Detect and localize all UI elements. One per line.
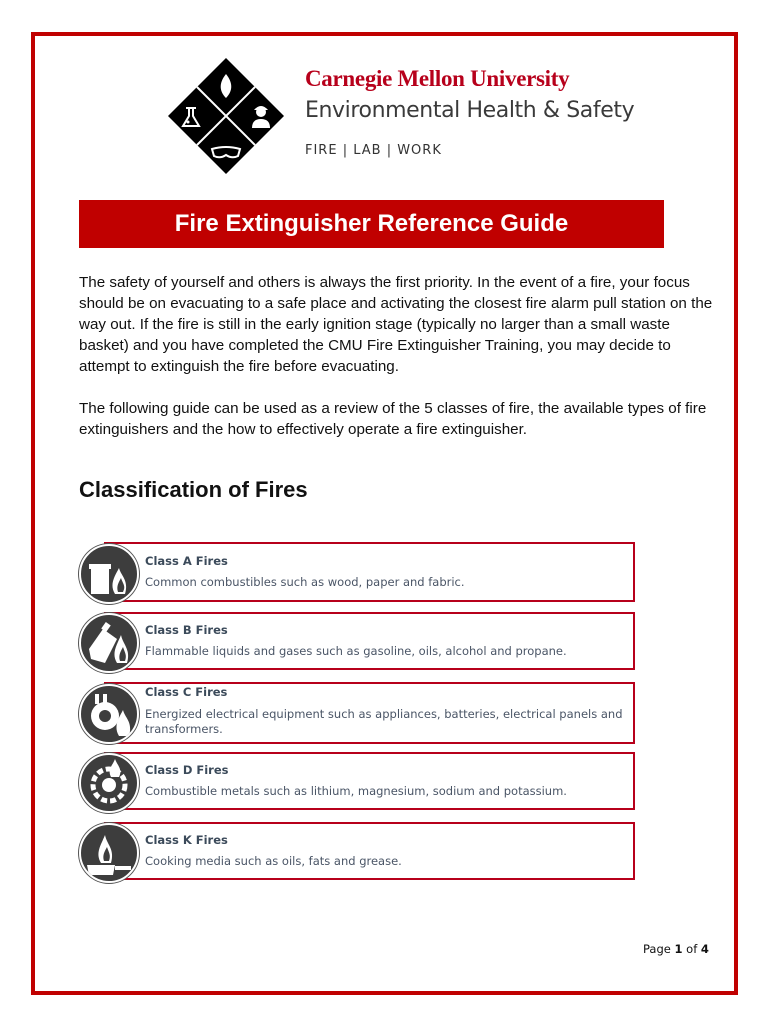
class-description: Flammable liquids and gases such as gasoline, oils, alcohol and propane.: [145, 644, 567, 658]
class-d-fire-icon: [79, 753, 139, 813]
class-item-d: [79, 752, 635, 810]
intro-paragraph-2: The following guide can be used as a review of the 5 classes of fire, the available types of fire extinguishers and the how to effectively operate a fire extinguisher.: [79, 400, 707, 438]
class-c-fire-icon: [79, 684, 139, 744]
page-title: Fire Extinguisher Reference Guide: [174, 210, 569, 237]
class-item-c: [79, 682, 635, 744]
page-total: 4: [700, 942, 709, 956]
tagline: FIRE | LAB | WORK: [305, 143, 442, 158]
class-item-b: [79, 612, 635, 670]
section-heading: Classification of Fires: [79, 477, 308, 502]
class-card: [104, 752, 635, 810]
class-k-fire-icon: [79, 823, 139, 883]
page-of: of: [686, 942, 698, 956]
class-card: [104, 612, 635, 670]
class-title: Class C Fires: [145, 685, 228, 699]
page-current: 1: [674, 942, 683, 956]
class-description: Common combustibles such as wood, paper and fabric.: [145, 575, 465, 589]
intro-paragraph-1: The safety of yourself and others is always the first priority. In the event of a fire, your focus should be on evacuating to a safe place and activating the closest fire alarm pull station on the way out. If the fire is still in the early ignition stage (typically no larger than a small waste basket) and you have completed the CMU Fire Extinguisher Training, you may decide to attempt to extinguish the fire before evacuating.: [79, 274, 713, 375]
title-banner: [79, 200, 664, 248]
class-card: [104, 822, 635, 880]
class-title: Class K Fires: [145, 833, 228, 847]
class-title: Class A Fires: [145, 554, 228, 568]
class-title: Class B Fires: [145, 623, 228, 637]
class-description: Cooking media such as oils, fats and grease.: [145, 854, 402, 868]
class-item-a: [79, 542, 635, 602]
class-title: Class D Fires: [145, 763, 229, 777]
class-a-fire-icon: [79, 544, 139, 604]
class-card: [104, 542, 635, 602]
ehs-logo: [166, 56, 286, 176]
class-b-fire-icon: [79, 613, 139, 673]
department-name: Environmental Health & Safety: [305, 98, 635, 123]
page-label: Page: [643, 942, 671, 956]
page-number: [643, 942, 709, 956]
class-item-k: [79, 822, 635, 880]
class-description: Energized electrical equipment such as appliances, batteries, electrical panels and transformers.: [145, 707, 623, 736]
university-name: Carnegie Mellon University: [305, 66, 570, 91]
class-description: Combustible metals such as lithium, magnesium, sodium and potassium.: [145, 784, 567, 798]
